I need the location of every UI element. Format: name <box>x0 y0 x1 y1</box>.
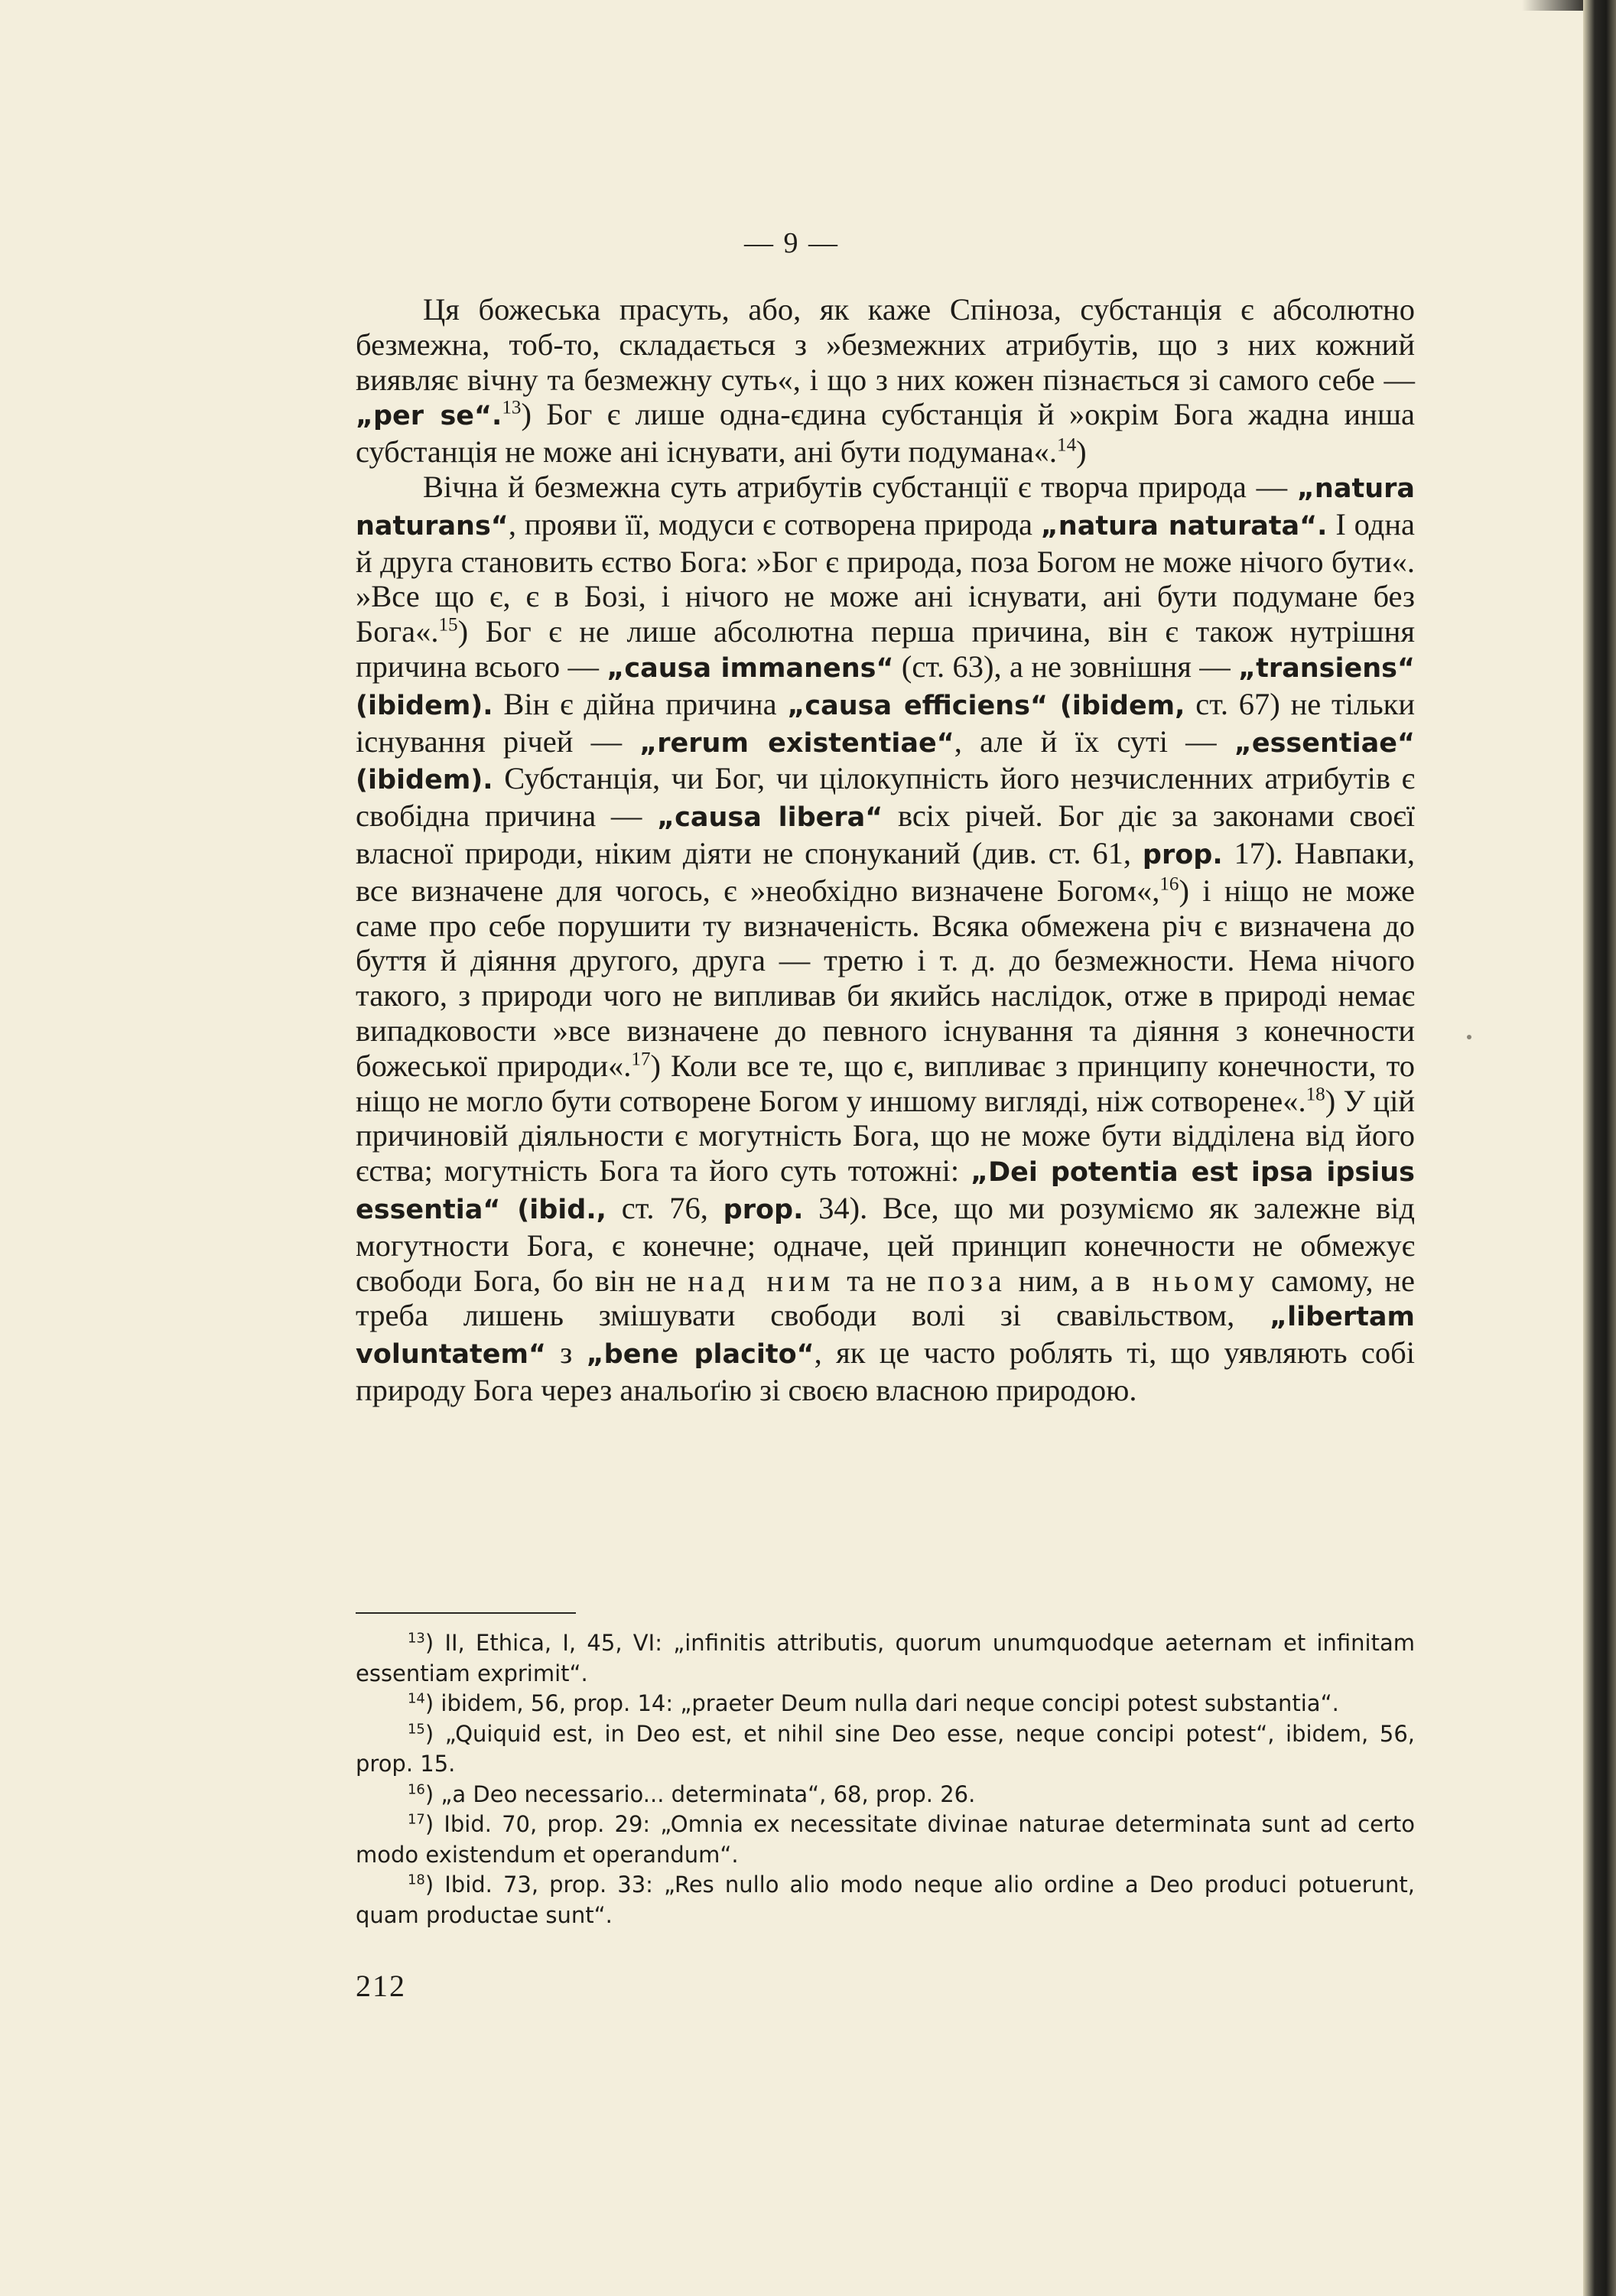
text-run: ) Ibid. 73, prop. 33: „Res nullo alio modo neque alio ordine a Deo produci potuerunt, quam productae sunt“. <box>356 1872 1415 1928</box>
footnote-ref: 13 <box>502 397 522 418</box>
spaced-emphasis: над ним <box>688 1263 836 1298</box>
text-run: 34). Все, що ми розуміємо як залежне від могутности Бога, є конечне; одначе, цей принцип конечности не обмежує свободи Бога, бо він не <box>356 1190 1415 1298</box>
text-run: Субстанція, чи Бог, чи цілокупність його незчисленних атрибутів є свобідна причина — <box>356 761 1415 834</box>
footnote-rule <box>356 1612 576 1614</box>
latin-term: „natura naturata“. <box>1040 510 1328 541</box>
book-gutter <box>1583 0 1616 2296</box>
folio-number: 212 <box>356 1969 406 2003</box>
text-run: та не <box>835 1263 928 1298</box>
text-run: ) Коли все те, що є, випливає з принципу конечности, то ніщо не могло бути сотворене Богом у иншому вигляді, ніж сотворене«. <box>356 1048 1416 1118</box>
text-run: , як це часто роблять ті, що уявляють собі природу Бога через анальоґію зі своєю власною природою. <box>356 1335 1415 1407</box>
text-run: , але й їх суті — <box>954 724 1234 759</box>
text-run: Він є дійна причина <box>493 686 788 721</box>
paragraph-2 <box>356 470 1415 1408</box>
text-run: ним, а <box>1006 1263 1116 1298</box>
footnote-4 <box>356 1780 1415 1810</box>
latin-term: „essentiae“ (ibidem). <box>356 727 1415 796</box>
footnote-5 <box>356 1810 1415 1870</box>
page-top-edge-shadow <box>1522 0 1583 11</box>
text-run: ) „a Deo necessario... determinata“, 68, prop. 26. <box>424 1781 976 1807</box>
latin-term: prop. <box>723 1194 804 1225</box>
latin-term: „causa efficiens“ (ibidem, <box>787 690 1185 721</box>
footnote-6 <box>356 1870 1415 1930</box>
text-run: ) <box>1076 434 1087 470</box>
latin-term: „bene placito“ <box>586 1339 815 1371</box>
footnotes <box>356 1628 1415 1930</box>
text-run: всіх річей. Бог діє за законами своєї власної природи, ніким діяти не спонуканий (див. ст. 61, <box>356 798 1415 870</box>
text-run: ) Бог є лише одна-єдина субстанція й »окрім Бога жадна инша субстанція не може ані існувати, ані бути подумана«. <box>356 397 1416 470</box>
footnote-ref: 18 <box>1305 1084 1325 1105</box>
text-run: Ця божеська прасуть, або, як каже Спіноза, субстанція є абсолютно безмежна, тоб-то, складається з »безмежних атрибутів, що з них кожний виявляє вічну та безмежну суть«, і що з них кожен пізнається зі самого себе — <box>356 292 1415 397</box>
footnote-ref: 15 <box>408 1720 425 1737</box>
text-run: ) „Quiquid est, in Deo est, et nihil sine Deo esse, neque concipi potest“, ibidem, 56, prop. 15. <box>356 1720 1415 1777</box>
text-run: ст. 76, <box>606 1190 723 1225</box>
text-run: І одна й друга становить єство Бога: »Бог є природа, поза Богом не може нічого бути«. »Все що є, є в Бозі, і нічого не може ані існувати, ані бути подумане без Бога«. <box>356 506 1415 649</box>
spaced-emphasis: в ньому <box>1115 1263 1260 1298</box>
footnote-ref: 16 <box>1159 873 1179 895</box>
text-run: ) У цій причиновій діяльности є могутність Бога, що не може бути відділена від його єства; могутність Бога та його суть тотожні: <box>356 1083 1415 1189</box>
footnote-ref: 16 <box>408 1781 425 1797</box>
text-run: , прояви її, модуси є сотворена природа <box>508 506 1041 541</box>
text-run: ) II, Ethica, I, 45, VI: „infinitis attributis, quorum unumquodque aeternam et infinitam essentiam exprimit“. <box>356 1630 1415 1686</box>
text-run: з <box>545 1335 587 1371</box>
footnote-ref: 18 <box>408 1872 425 1888</box>
latin-term: „natura naturans“ <box>356 473 1415 541</box>
paragraph-1 <box>356 292 1415 470</box>
latin-term: „causa libera“ <box>657 802 883 834</box>
text-run: ) Бог є не лише абсолютна перша причина, він є також нутрішня причина всього — <box>356 614 1415 684</box>
latin-term: „per se“. <box>356 401 502 432</box>
latin-term: „transiens“ (ibidem). <box>356 652 1416 721</box>
footnote-ref: 17 <box>631 1049 651 1070</box>
latin-term: „Dei potentia est ipsa ipsius essentia“ (ibid., <box>356 1157 1415 1225</box>
footnote-ref: 15 <box>438 614 458 636</box>
page-number: — 9 — <box>744 227 839 259</box>
latin-term: prop. <box>1142 839 1223 870</box>
latin-term: „rerum existentiae“ <box>639 727 954 759</box>
footnote-1 <box>356 1628 1415 1689</box>
text-run: Вічна й безмежна суть атрибутів субстанції є творча природа — <box>423 469 1297 504</box>
main-text <box>356 292 1415 1408</box>
text-run: 17). Навпаки, все визначене для чогось, є »необхідно визначене Богом«, <box>356 835 1415 908</box>
footnote-ref: 14 <box>408 1690 425 1707</box>
text-run: самому, не треба лишень змішувати свободи волі зі свавільством, <box>356 1263 1415 1333</box>
text-run: ст. 67) не тільки існування річей — <box>356 686 1416 759</box>
text-run: ) і ніщо не може саме про себе порушити ту визначеність. Всяка обмежена річ є визначена до буття й діяння другого, друга — третю і т. д. до безмежности. Нема нічого такого, з природи чого не випливав би якийсь наслідок, отже в природі немає випадковости »все визначене до певного існування та діяння з конечности божеської природи«. <box>356 873 1415 1083</box>
footnote-2 <box>356 1689 1415 1719</box>
footnote-ref: 13 <box>408 1630 425 1647</box>
text-run: ) Ibid. 70, prop. 29: „Omnia ex necessitate divinae naturae determinata sunt ad certo modo existendum et operandum“. <box>356 1811 1415 1868</box>
text-run: ) ibidem, 56, prop. 14: „praeter Deum nulla dari neque concipi potest substantia“. <box>424 1690 1339 1716</box>
spaced-emphasis: поза <box>927 1263 1007 1298</box>
footnote-ref: 17 <box>408 1811 425 1828</box>
latin-term: „causa immanens“ <box>606 652 894 684</box>
text-run: (ст. 63), а не зовнішня — <box>893 649 1239 684</box>
latin-term: „libertam voluntatem“ <box>356 1302 1415 1371</box>
footnote-ref: 14 <box>1057 434 1077 456</box>
footnote-3 <box>356 1719 1415 1780</box>
scan-speck <box>1467 1035 1471 1039</box>
